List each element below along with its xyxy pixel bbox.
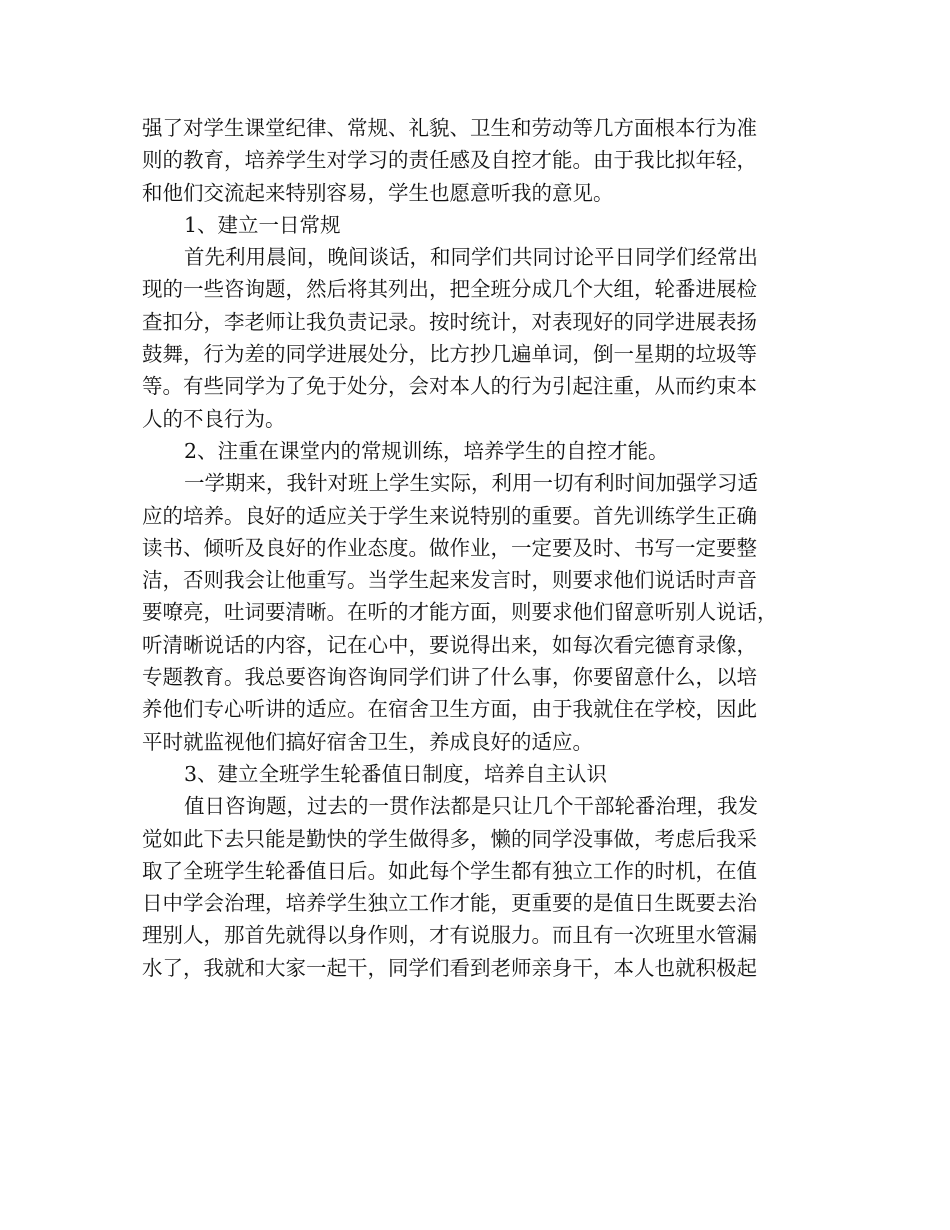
document-body: [142, 112, 842, 984]
body-line: 洁，否则我会让他重写。当学生起来发言时，则要求他们说话时声音: [142, 568, 757, 593]
body-line: 查扣分，李老师让我负责记录。按时统计，对表现好的同学进展表扬: [142, 309, 757, 334]
body-line: 强了对学生课堂纪律、常规、礼貌、卫生和劳动等几方面根本行为准: [142, 116, 757, 140]
body-line: 首先利用晨间，晚间谈话，和同学们共同讨论平日同学们经常出: [184, 245, 758, 270]
body-line: 值日咨询题，过去的一贯作法都是只让几个干部轮番治理，我发: [184, 794, 758, 819]
body-line: 取了全班学生轮番值日后。如此每个学生都有独立工作的时机，在值: [142, 858, 757, 883]
body-line: 理别人，那首先就得以身作则，才有说服力。而且有一次班里水管漏: [142, 923, 757, 948]
section-heading-1: 1、建立一日常规: [184, 212, 341, 237]
body-line: 则的教育，培养学生对学习的责任感及自控才能。由于我比拟年轻，: [142, 148, 757, 173]
body-line: 专题教育。我总要咨询咨询同学们讲了什么事，你要留意什么，以培: [142, 665, 757, 690]
body-line: 应的培养。良好的适应关于学生来说特别的重要。首先训练学生正确: [142, 503, 757, 528]
body-line: 平时就监视他们搞好宿舍卫生，养成良好的适应。: [142, 729, 593, 754]
section-heading-3: 3、建立全班学生轮番值日制度，培养自主认识: [184, 761, 608, 786]
body-line: 一学期来，我针对班上学生实际，利用一切有利时间加强学习适: [184, 471, 758, 496]
body-line: 鼓舞，行为差的同学进展处分，比方抄几遍单词，倒一星期的垃圾等: [142, 342, 757, 367]
body-line: 觉如此下去只能是勤快的学生做得多，懒的同学没事做，考虑后我采: [142, 826, 757, 851]
body-line: 养他们专心听讲的适应。在宿舍卫生方面，由于我就住在学校，因此: [142, 697, 757, 722]
body-line: 读书、倾听及良好的作业态度。做作业，一定要及时、书写一定要整: [142, 535, 757, 560]
body-line: 现的一些咨询题，然后将其列出，把全班分成几个大组，轮番进展检: [142, 277, 757, 302]
body-line: 日中学会治理，培养学生独立工作才能，更重要的是值日生既要去治: [142, 891, 757, 916]
section-heading-2: 2、注重在课堂内的常规训练，培养学生的自控才能。: [184, 438, 669, 463]
body-line: 要嘹亮，吐词要清晰。在听的才能方面，则要求他们留意听别人说话，: [142, 600, 778, 625]
body-line: 和他们交流起来特别容易，学生也愿意听我的意见。: [142, 180, 614, 205]
body-line: 等。有些同学为了免于处分，会对本人的行为引起注重，从而约束本: [142, 374, 757, 399]
body-line: 人的不良行为。: [142, 406, 286, 431]
body-line: 听清晰说话的内容，记在心中，要说得出来，如每次看完德育录像，: [142, 632, 757, 657]
body-line: 水了，我就和大家一起干，同学们看到老师亲身干，本人也就积极起: [142, 955, 757, 980]
